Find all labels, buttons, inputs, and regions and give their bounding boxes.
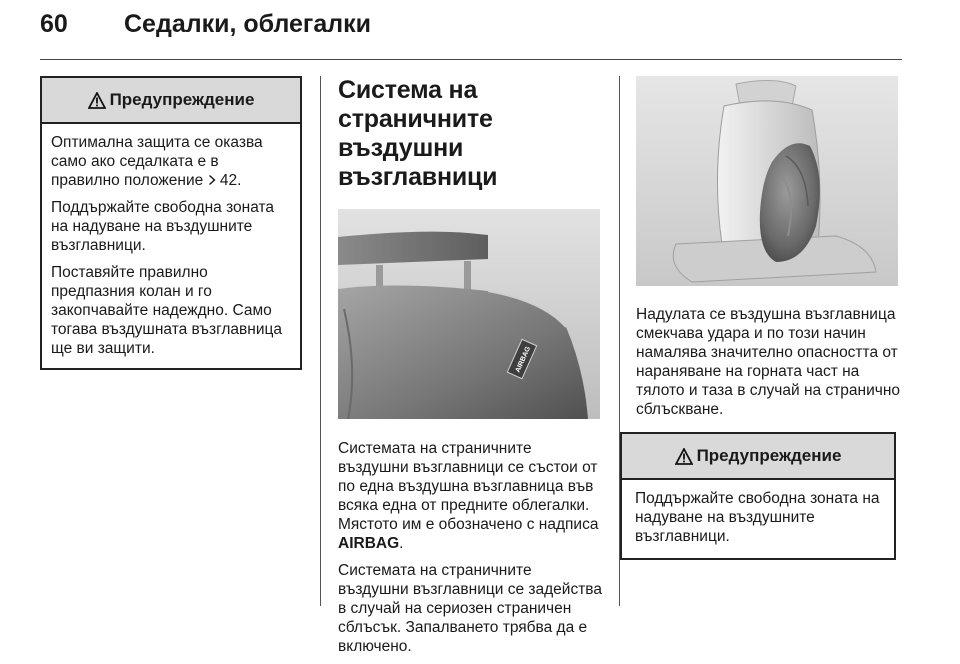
section-body xyxy=(338,439,602,656)
warning-triangle-icon xyxy=(88,92,106,109)
warning-triangle-icon xyxy=(675,448,693,465)
warning-paragraph: Поддържайте свободна зоната на надуване на въздушните възглавници. xyxy=(51,199,275,254)
page-reference-link[interactable]: 42. xyxy=(208,172,242,189)
body-paragraph: Надулата се въздушна възглавница смекчава удара и по този начин намалява значително опасността от нараняване на горната част на тялото и таза в случай на странично сблъскване. xyxy=(636,306,901,418)
side-airbag-deployed-photo xyxy=(636,76,898,286)
body-paragraph: Системата на страничните въздушни възглавници се задейства в случай на сериозен страничен сблъсък. Запалването трябва да е включено. xyxy=(338,562,602,655)
warning-title: Предупреждение xyxy=(109,90,255,109)
warning-paragraph: Оптимална защита се оказва само ако седалката е в правилно положение 42. xyxy=(51,134,263,189)
body-paragraph: Системата на страничните въздушни възглавници се състои от по една въздушна възглавница във всяка една от предните облегалки. Мястото им е обозначено с надписа AIRBAG. xyxy=(338,440,599,552)
warning-title: Предупреждение xyxy=(696,446,842,465)
page-ref-arrow-icon xyxy=(208,174,216,186)
seat-backrest-illustration xyxy=(338,209,600,419)
airbag-emphasis: AIRBAG xyxy=(338,535,400,552)
column-divider-left xyxy=(320,76,321,606)
left-column xyxy=(40,76,302,370)
warning-box xyxy=(620,432,896,560)
warning-box xyxy=(40,76,302,370)
warning-paragraph: Поддържайте свободна зоната на надуване на въздушните възглавници. xyxy=(635,490,880,545)
warning-paragraph: Поставяйте правилно предпазния колан и го закопчавайте надеждно. Само тогава въздушната възглавница ще ви защити. xyxy=(51,264,283,357)
section-heading: Система на страничните въздушни възглавници xyxy=(338,76,498,191)
header-rule xyxy=(40,59,902,60)
right-column xyxy=(636,76,900,560)
warning-header xyxy=(622,434,894,480)
seat-airbag-label-photo xyxy=(338,209,600,419)
middle-column xyxy=(338,76,602,664)
deployed-airbag-illustration xyxy=(636,76,898,286)
warning-body xyxy=(622,480,894,558)
warning-header xyxy=(42,78,300,124)
airbag-label-text: AIRBAG xyxy=(514,345,533,374)
page-number: 60 xyxy=(40,10,68,38)
page-header xyxy=(40,10,900,50)
page-title: Седалки, облегалки xyxy=(124,10,372,38)
warning-body xyxy=(42,124,300,368)
